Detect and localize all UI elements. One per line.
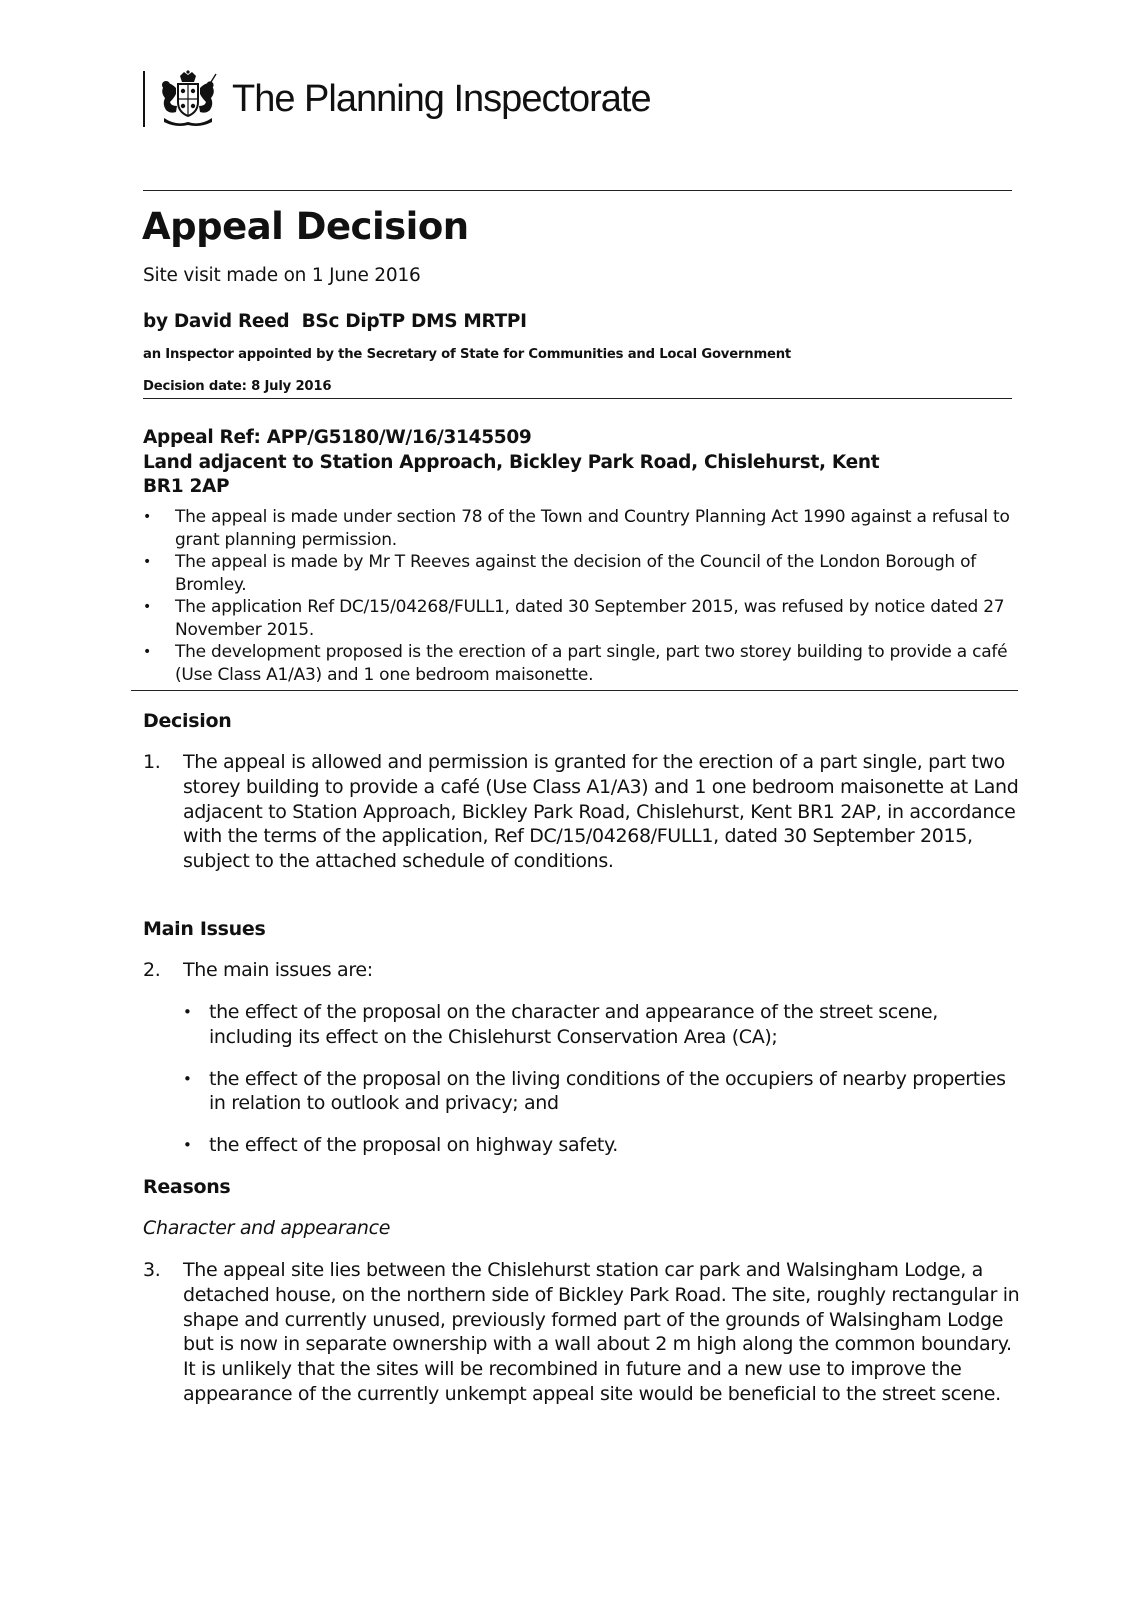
royal-coat-of-arms-icon xyxy=(156,70,220,128)
decision-date: Decision date: 8 July 2016 xyxy=(143,379,332,394)
list-item xyxy=(183,1000,1023,1050)
appeal-ref: Appeal Ref: APP/G5180/W/16/3145509 xyxy=(143,427,532,448)
appeal-site-line2: BR1 2AP xyxy=(143,476,230,497)
paragraph-text: The appeal site lies between the Chislehurst station car park and Walsingham Lodge, a detached house, on the northern side of Bickley Park Road. The site, roughly rectangular in shape and currently unused, previously formed part of the grounds of Walsingham Lodge but is now in separate ownership with a wall about 2 m high along the common boundary. It is unlikely that the sites will be recombined in future and a new use to improve the appearance of the currently unkempt appeal site would be beneficial to the street scene. xyxy=(183,1259,1020,1405)
title-divider xyxy=(143,398,1012,399)
header-divider xyxy=(143,190,1012,191)
summary-text: The development proposed is the erection of a part single, part two storey building to provide a café (Use Class A1/A3) and 1 one bedroom maisonette. xyxy=(175,642,1008,685)
list-item xyxy=(143,551,1013,596)
bullet-icon: • xyxy=(143,509,152,525)
list-item xyxy=(143,506,1013,551)
appeal-site-line1: Land adjacent to Station Approach, Bickley Park Road, Chislehurst, Kent xyxy=(143,451,880,473)
organisation-name: The Planning Inspectorate xyxy=(232,78,651,120)
main-issues-heading: Main Issues xyxy=(143,918,266,940)
summary-text: The appeal is made by Mr T Reeves against the decision of the Council of the London Borough of Bromley. xyxy=(175,552,976,595)
paragraph-text: The appeal is allowed and permission is granted for the erection of a part single, part two storey building to provide a café (Use Class A1/A3) and 1 one bedroom maisonette at Land adjacent to Station Approach, Bickley Park Road, Chislehurst, Kent BR1 2AP, in accordance with the terms of the application, Ref DC/15/04268/FULL1, dated 30 September 2015, subject to the attached schedule of conditions. xyxy=(183,751,1019,873)
summary-text: The appeal is made under section 78 of the Town and Country Planning Act 1990 against a refusal to grant planning permission. xyxy=(175,507,1010,550)
paragraph-number: 1. xyxy=(143,751,161,773)
list-item xyxy=(143,596,1013,641)
paragraph-1 xyxy=(143,750,1023,874)
appeal-reference-block xyxy=(143,426,1003,500)
issue-text: the effect of the proposal on the living conditions of the occupiers of nearby properties in relation to outlook and privacy; and xyxy=(209,1067,1006,1115)
reasons-heading: Reasons xyxy=(143,1176,231,1198)
paragraph-number: 2. xyxy=(143,959,161,981)
appeal-summary-list xyxy=(143,506,1013,686)
bullet-icon: • xyxy=(183,1003,192,1021)
summary-divider xyxy=(131,690,1018,691)
main-issues-list xyxy=(183,1000,1023,1175)
inspector-appointment: an Inspector appointed by the Secretary of State for Communities and Local Government xyxy=(143,347,792,362)
paragraph-text: The main issues are: xyxy=(183,959,373,981)
bullet-icon: • xyxy=(183,1069,192,1088)
issue-text: the effect of the proposal on highway safety. xyxy=(209,1134,618,1157)
site-visit-date: Site visit made on 1 June 2016 xyxy=(143,265,421,286)
list-item xyxy=(143,641,1013,686)
bullet-icon: • xyxy=(143,644,152,660)
paragraph-number: 3. xyxy=(143,1259,161,1281)
inspector-name: by David Reed BSc DipTP DMS MRTPI xyxy=(143,311,527,332)
decision-heading: Decision xyxy=(143,710,232,732)
bullet-icon: • xyxy=(143,554,152,570)
logo-divider xyxy=(143,71,145,127)
issue-text: the effect of the proposal on the character and appearance of the street scene, including its effect on the Chislehurst Conservation Area (CA); xyxy=(209,1001,938,1048)
list-item xyxy=(183,1067,1023,1117)
summary-text: The application Ref DC/15/04268/FULL1, dated 30 September 2015, was refused by notice dated 27 November 2015. xyxy=(175,597,1005,640)
list-item xyxy=(183,1133,1023,1158)
paragraph-2 xyxy=(143,958,1023,983)
page-title: Appeal Decision xyxy=(142,205,469,248)
bullet-icon: • xyxy=(183,1136,192,1155)
character-appearance-subheading: Character and appearance xyxy=(143,1217,391,1239)
bullet-icon: • xyxy=(143,599,152,615)
paragraph-3 xyxy=(143,1258,1023,1407)
